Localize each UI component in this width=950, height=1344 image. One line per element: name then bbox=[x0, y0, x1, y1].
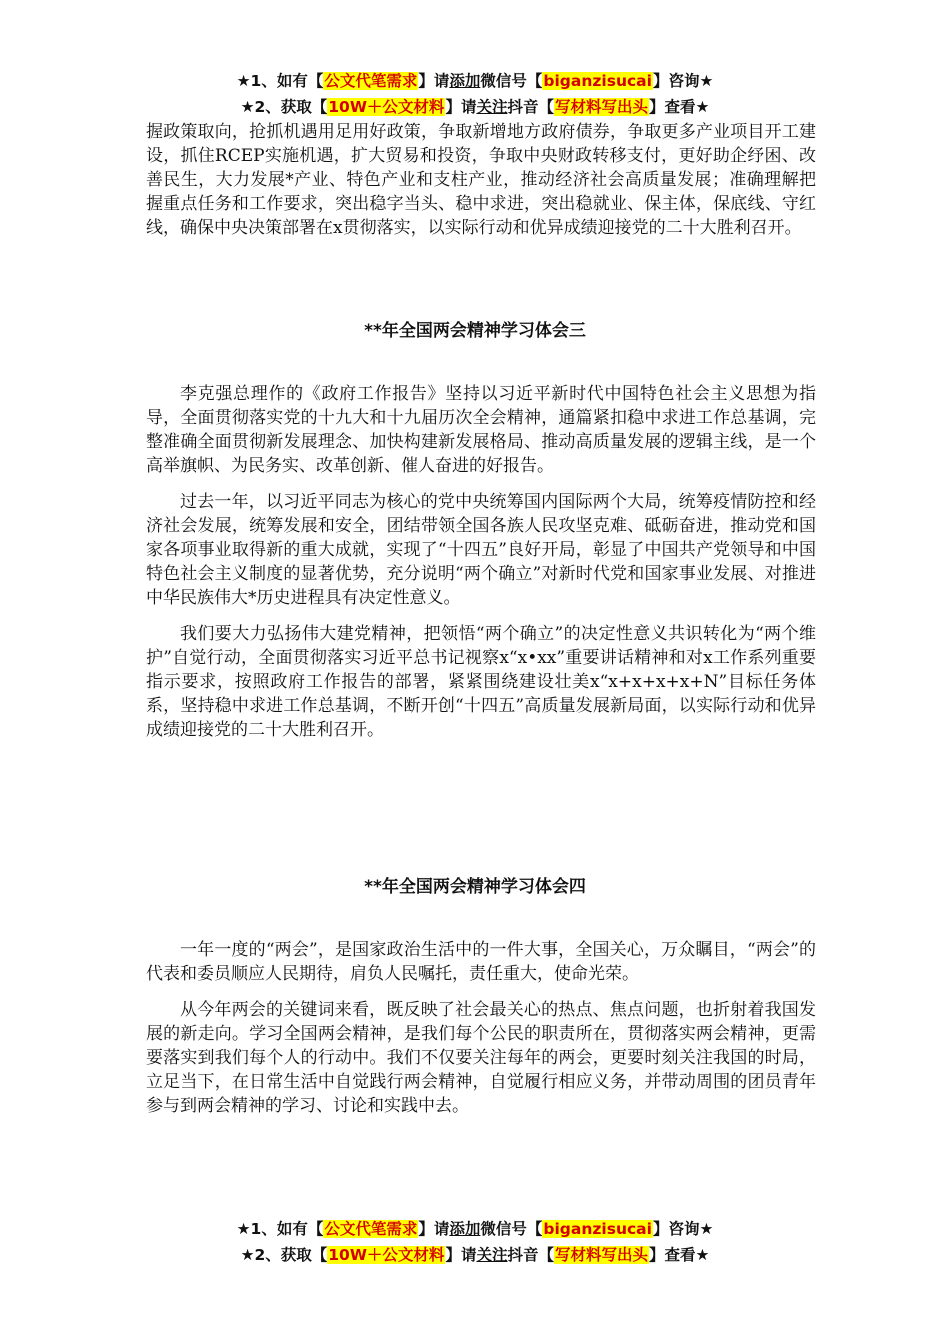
banner-highlight: 10W＋公文材料 bbox=[328, 1246, 445, 1264]
intro-paragraph: 握政策取向，抢抓机遇用足用好政策，争取新增地方政府债券，争取更多产业项目开工建设，抓住RCEP实施机遇，扩大贸易和投资，争取中央财政转移支付，更好助企纾困、改善民生，大力发展*产业、特色产业和支柱产业，推动经济社会高质量发展；准确理解把握重点任务和工作要求，突出稳字当头、稳中求进，突出稳就业、保主体，保底线、守红线，确保中央决策部署在x贯彻落实，以实际行动和优异成绩迎接党的二十大胜利召开。 bbox=[146, 122, 816, 238]
banner-text: ★1、如有【 bbox=[236, 72, 324, 90]
banner-text: 】咨询★ bbox=[652, 72, 714, 90]
section-4-paragraph: 从今年两会的关键词来看，既反映了社会最关心的热点、焦点问题，也折射着我国发展的新走向。学习全国两会精神，是我们每个公民的职责所在，贯彻落实两会精神，更需要落实到我们每个人的行动中。我们不仅要关注每年的两会，更要时刻关注我国的时局，立足当下，在日常生活中自觉践行两会精神，自觉履行相应义务，并带动周围的团员青年参与到两会精神的学习、讨论和实践中去。 bbox=[146, 1000, 816, 1116]
banner-text: 】查看★ bbox=[649, 98, 710, 116]
banner-text: 微信号【 bbox=[480, 72, 543, 90]
banner-line-1 bbox=[0, 1216, 950, 1242]
banner-line-2 bbox=[0, 94, 950, 120]
banner-text: ★1、如有【 bbox=[236, 1220, 324, 1238]
section-3-paragraph: 我们要大力弘扬伟大建党精神，把领悟“两个确立”的决定性意义共识转化为“两个维护”自觉行动，全面贯彻落实习近平总书记视察x“x•xx”重要讲话精神和对x工作系列重要指示要求，按照政府工作报告的部署，紧紧围绕建设壮美x“x+x+x+x+N”目标任务体系，坚持稳中求进工作总基调，不断开创“十四五”高质量发展新局面，以实际行动和优异成绩迎接党的二十大胜利召开。 bbox=[146, 624, 816, 740]
banner-line-2 bbox=[0, 1242, 950, 1268]
banner-underlined-text: 关注 bbox=[476, 1246, 508, 1264]
banner-underlined-text: 关注 bbox=[476, 98, 508, 116]
banner-text: ★2、获取【 bbox=[240, 98, 328, 116]
banner-text: 】查看★ bbox=[649, 1246, 710, 1264]
section-4-paragraph: 一年一度的“两会”，是国家政治生活中的一件大事，全国关心，万众瞩目，“两会”的代表和委员顺应人民期待，肩负人民嘱托，责任重大，使命光荣。 bbox=[146, 940, 816, 984]
banner-douyin-id: 写材料写出头 bbox=[554, 1246, 648, 1264]
banner-highlight: 公文代笔需求 bbox=[324, 72, 418, 90]
banner-text: 】咨询★ bbox=[652, 1220, 714, 1238]
banner-text: 】请 bbox=[445, 98, 477, 116]
banner-line-1 bbox=[0, 68, 950, 94]
banner-douyin-id: 写材料写出头 bbox=[554, 98, 648, 116]
intro-block bbox=[146, 120, 816, 240]
section-4-body bbox=[146, 938, 816, 1118]
banner-wechat-id: biganzisucai bbox=[543, 72, 652, 90]
section-3-paragraph: 过去一年，以习近平同志为核心的党中央统筹国内国际两个大局，统筹疫情防控和经济社会发展，统筹发展和安全，团结带领全国各族人民攻坚克难、砥砺奋进，推动党和国家各项事业取得新的重大成就，实现了“十四五”良好开局，彰显了中国共产党领导和中国特色社会主义制度的显著优势，充分说明“两个确立”对新时代党和国家事业发展、对推进中华民族伟大*历史进程具有决定性意义。 bbox=[146, 492, 816, 608]
section-3-paragraph: 李克强总理作的《政府工作报告》坚持以习近平新时代中国特色社会主义思想为指导，全面贯彻落实党的十九大和十九届历次全会精神，通篇紧扣稳中求进工作总基调，完整准确全面贯彻新发展理念、加快构建新发展格局、推动高质量发展的逻辑主线，是一个高举旗帜、为民务实、改革创新、催人奋进的好报告。 bbox=[146, 384, 816, 476]
banner-wechat-id: biganzisucai bbox=[543, 1220, 652, 1238]
top-banner bbox=[0, 68, 950, 120]
section-3-body bbox=[146, 382, 816, 742]
section-3-title: **年全国两会精神学习体会三 bbox=[364, 321, 586, 341]
banner-text: 微信号【 bbox=[480, 1220, 543, 1238]
banner-text: 】请 bbox=[445, 1246, 477, 1264]
banner-underlined-text: 添加 bbox=[449, 72, 481, 90]
banner-text: 抖音【 bbox=[507, 1246, 554, 1264]
banner-text: 】请 bbox=[418, 1220, 450, 1238]
banner-highlight: 10W＋公文材料 bbox=[328, 98, 445, 116]
bottom-banner bbox=[0, 1216, 950, 1268]
banner-text: ★2、获取【 bbox=[240, 1246, 328, 1264]
banner-highlight: 公文代笔需求 bbox=[324, 1220, 418, 1238]
banner-underlined-text: 添加 bbox=[449, 1220, 481, 1238]
banner-text: 抖音【 bbox=[507, 98, 554, 116]
banner-text: 】请 bbox=[418, 72, 450, 90]
section-4-title: **年全国两会精神学习体会四 bbox=[364, 877, 586, 897]
